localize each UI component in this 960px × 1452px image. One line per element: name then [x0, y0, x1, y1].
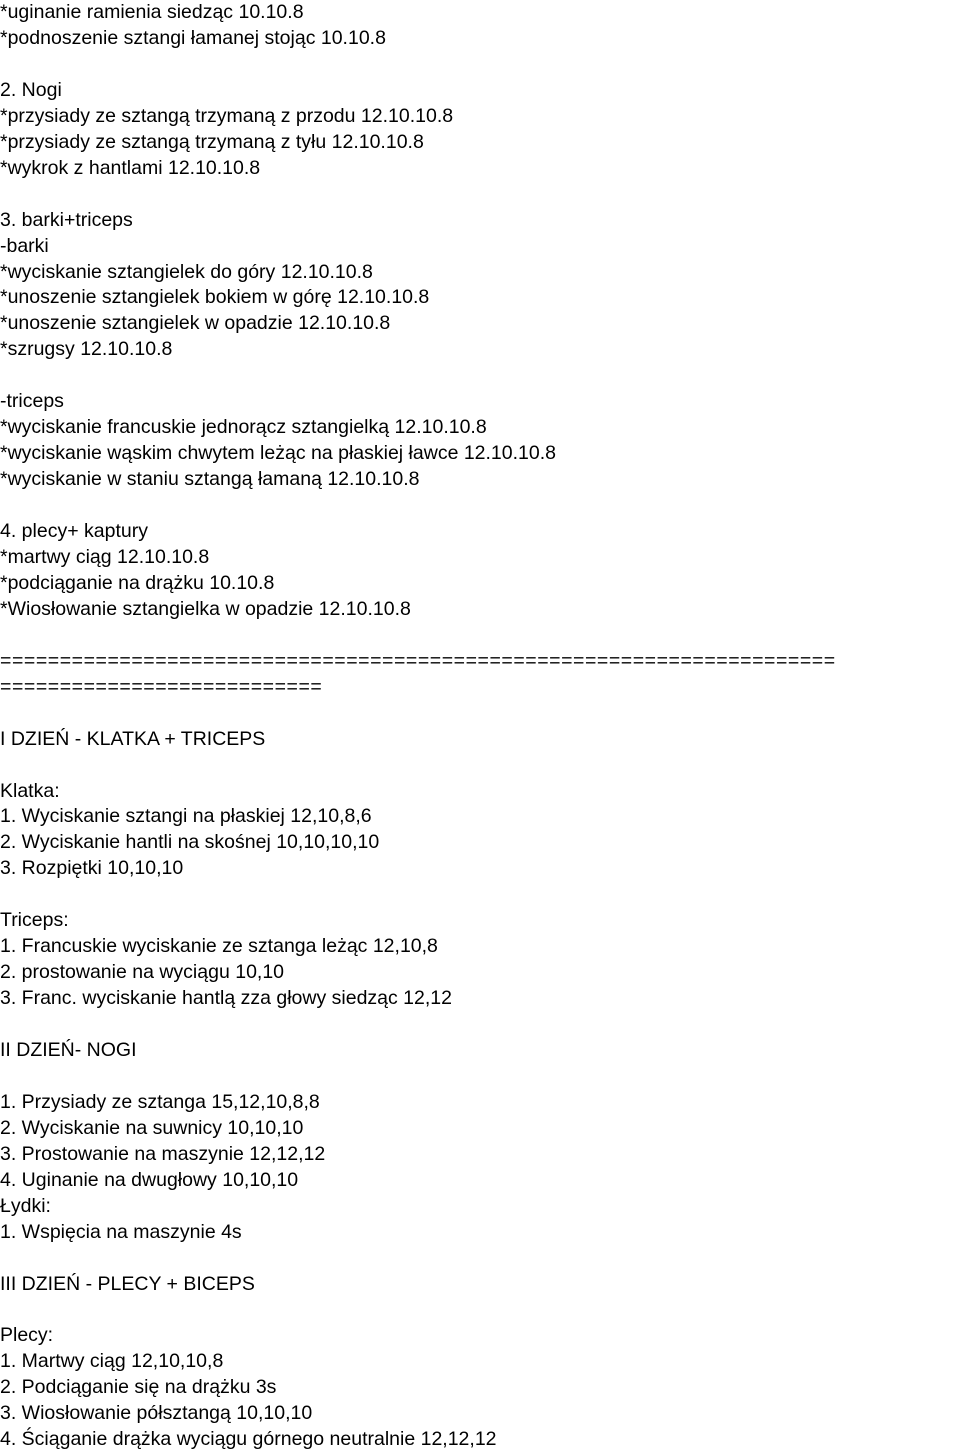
exercise-line: *wyciskanie francuskie jednorącz sztangielką 12.10.10.8 [0, 416, 487, 439]
exercise-line: *szrugsy 12.10.10.8 [0, 338, 173, 361]
group-label: Łydki: [0, 1194, 51, 1217]
day-heading: I DZIEŃ - KLATKA + TRICEPS [0, 727, 266, 750]
exercise-line: *przysiady ze sztangą trzymaną z przodu 12.10.10.8 [0, 104, 454, 127]
exercise-line: 1. Przysiady ze sztanga 15,12,10,8,8 [0, 1090, 320, 1113]
exercise-line: *podnoszenie sztangi łamanej stojąc 10.10.8 [0, 26, 386, 49]
exercise-line: *podciąganie na drążku 10.10.8 [0, 571, 275, 594]
exercise-line: 3. Rozpiętki 10,10,10 [0, 857, 184, 880]
exercise-line: *unoszenie sztangielek bokiem w górę 12.10.10.8 [0, 286, 430, 309]
group-label: Triceps: [0, 909, 69, 932]
exercise-line: 2. Wyciskanie na suwnicy 10,10,10 [0, 1116, 304, 1139]
exercise-line: *wyciskanie w staniu sztangą łamaną 12.10.10.8 [0, 468, 420, 491]
section-heading: 4. plecy+ kaptury [0, 520, 148, 542]
exercise-line: *wyciskanie sztangielek do góry 12.10.10.8 [0, 260, 373, 283]
section-heading: 2. Nogi [0, 78, 62, 101]
separator-line: ====================================================================== [0, 649, 836, 672]
day-heading: III DZIEŃ - PLECY + BICEPS [0, 1272, 255, 1295]
exercise-line: *martwy ciąg 12.10.10.8 [0, 545, 210, 568]
exercise-line: 3. Wiosłowanie półsztangą 10,10,10 [0, 1402, 313, 1425]
separator-line: =========================== [0, 675, 323, 698]
exercise-line: *wyciskanie wąskim chwytem leżąc na płaskiej ławce 12.10.10.8 [0, 442, 556, 465]
exercise-line: 4. Ściąganie drążka wyciągu górnego neutralnie 12,12,12 [0, 1428, 497, 1451]
exercise-line: 3. Prostowanie na maszynie 12,12,12 [0, 1142, 326, 1165]
group-label: Klatka: [0, 779, 60, 802]
exercise-line: 1. Wyciskanie sztangi na płaskiej 12,10,8,6 [0, 805, 372, 828]
exercise-line: *Wiosłowanie sztangielka w opadzie 12.10.10.8 [0, 597, 411, 620]
day-heading: II DZIEŃ- NOGI [0, 1039, 137, 1061]
exercise-line: 4. Uginanie na dwugłowy 10,10,10 [0, 1168, 299, 1191]
group-label: -triceps [0, 390, 64, 413]
section-heading: 3. barki+triceps [0, 208, 133, 231]
exercise-line: 2. Wyciskanie hantli na skośnej 10,10,10,10 [0, 831, 380, 854]
exercise-line: *uginanie ramienia siedząc 10.10.8 [0, 1, 304, 23]
exercise-line: 3. Franc. wyciskanie hantlą zza głowy siedząc 12,12 [0, 987, 452, 1010]
exercise-line: 1. Wspięcia na maszynie 4s [0, 1220, 242, 1243]
exercise-line: *unoszenie sztangielek w opadzie 12.10.10.8 [0, 312, 391, 335]
group-label: Plecy: [0, 1324, 54, 1347]
exercise-line: *wykrok z hantlami 12.10.10.8 [0, 156, 261, 179]
exercise-line: *przysiady ze sztangą trzymaną z tyłu 12.10.10.8 [0, 130, 424, 153]
exercise-line: 2. Podciąganie się na drążku 3s [0, 1376, 277, 1399]
group-label: -barki [0, 234, 49, 257]
exercise-line: 2. prostowanie na wyciągu 10,10 [0, 961, 285, 984]
exercise-line: 1. Martwy ciąg 12,10,10,8 [0, 1350, 224, 1373]
exercise-line: 1. Francuskie wyciskanie ze sztanga leżąc 12,10,8 [0, 935, 438, 958]
